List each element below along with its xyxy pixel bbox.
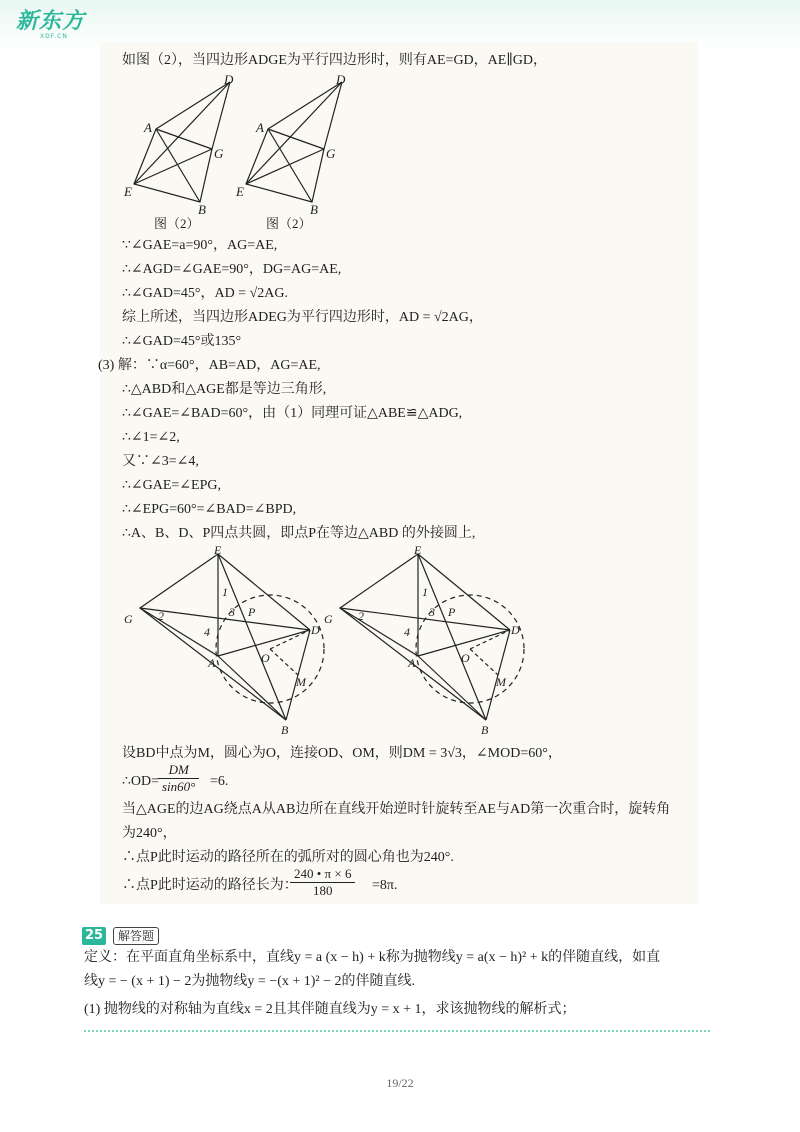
path-suffix: =8π.	[372, 878, 398, 893]
fig3b-label-a: A	[408, 656, 416, 670]
s2-line-3: ∴∠GAD=45°，AD = √2AG.	[122, 286, 288, 301]
od-prefix: ∴OD=	[122, 774, 160, 789]
od-suffix: =6.	[210, 774, 229, 789]
fig2-label-g: G	[214, 146, 224, 161]
fig3-label-a: A	[208, 656, 216, 670]
fig3b-label-m: M	[496, 675, 506, 689]
s2-line-4: 综上所述，当四边形ADEG为平行四边形时，AD = √2AG，	[122, 310, 483, 325]
fig3-label-m: M	[296, 675, 306, 689]
fig3-label-p: P	[248, 605, 256, 619]
section-divider	[84, 1030, 710, 1032]
fig2b-label-e: E	[236, 184, 244, 199]
fig3b-label-3: 3	[429, 605, 435, 619]
fig2b-label-d: D	[336, 74, 346, 87]
fig3b-label-2: 2	[358, 609, 364, 623]
fig3-label-b: B	[281, 723, 289, 737]
s3-line-1: (3) 解：∵α=60°，AB=AD，AG=AE,	[98, 358, 321, 373]
fig3-label-3: 3	[229, 605, 235, 619]
fig3-label-2: 2	[158, 609, 164, 623]
s3-line-3: ∴∠GAE=∠BAD=60°，由（1）同理可证△ABE≌△ADG,	[122, 406, 463, 421]
question-type-badge: 解答题	[113, 927, 159, 945]
fig3b-label-o: O	[461, 651, 470, 665]
fig3b-label-4: 4	[404, 625, 410, 639]
fig3-label-g: G	[124, 612, 133, 626]
brand-logo-sub: XDF.CN	[40, 33, 68, 40]
q25-line-2: 线y = − (x + 1) − 2为抛物线y = −(x + 1)² − 2的伴随直线.	[84, 974, 416, 989]
s3-after-2: 当△AGE的边AG绕点A从AB边所在直线开始逆时针旋转至AE与AD第一次重合时，旋转角	[122, 802, 671, 817]
fig2-label-b: B	[198, 202, 206, 217]
page-number: 19/22	[386, 1076, 414, 1090]
fig3-label-d: D	[311, 623, 320, 637]
od-denominator: sin60°	[162, 779, 196, 794]
question-number-badge: 25	[82, 927, 106, 945]
s2-line-5: ∴∠GAD=45°或135°	[122, 334, 242, 349]
s3-after-4: ∴点P此时运动的路径所在的弧所对的圆心角也为240°.	[122, 850, 454, 865]
fig2-label-e: E	[124, 184, 132, 199]
fig2-caption-left: 图（2）	[154, 216, 200, 231]
section2-intro: 如图（2），当四边形ADGE为平行四边形时，则有AE=GD，AE∥GD，	[122, 53, 548, 68]
fig2-label-a: A	[144, 120, 152, 135]
s3-line-8: ∴A、B、D、P四点共圆，即点P在等边△ABD 的外接圆上,	[122, 526, 476, 541]
s3-after-1: 设BD中点为M，圆心为O，连接OD、OM，则DM = 3√3，∠MOD=60°，	[122, 746, 562, 761]
fig3b-label-1: 1	[422, 585, 428, 599]
s3-line-6: ∴∠GAE=∠EPG,	[122, 478, 221, 493]
s3-line-2: ∴△ABD和△AGE都是等边三角形,	[122, 382, 327, 397]
fig2b-label-b: B	[310, 202, 318, 217]
path-denominator: 180	[312, 883, 333, 898]
figure-2-parallelograms	[118, 74, 348, 234]
s2-line-1: ∵∠GAE=a=90°，AG=AE,	[122, 238, 278, 253]
fig2b-label-g: G	[326, 146, 336, 161]
q25-line-1: 定义：在平面直角坐标系中，直线y = a (x − h) + k称为抛物线y = a(x − h)² + k的伴随直线，如直	[84, 950, 661, 965]
s3-line-7: ∴∠EPG=60°=∠BAD=∠BPD,	[122, 502, 297, 517]
brand-logo: 新东方	[16, 9, 86, 34]
fig3-label-o: O	[261, 651, 270, 665]
fig3b-label-p: P	[448, 605, 456, 619]
fig3b-label-e: E	[414, 546, 422, 557]
od-numerator: DM	[158, 762, 199, 779]
fig3-label-4: 4	[204, 625, 210, 639]
fig3-label-e: E	[214, 546, 222, 557]
od-fraction	[158, 762, 199, 795]
figure-3-circles	[118, 546, 528, 742]
s2-line-2: ∴∠AGD=∠GAE=90°，DG=AG=AE,	[122, 262, 342, 277]
fig2-caption-right: 图（2）	[266, 216, 312, 231]
fig3-label-1: 1	[222, 585, 228, 599]
path-numerator: 240 • π × 6	[290, 866, 355, 883]
fig3b-label-g: G	[324, 612, 333, 626]
fig2-label-d: D	[224, 74, 234, 87]
q25-line-3: (1) 抛物线的对称轴为直线x = 2且其伴随直线为y = x + 1，求该抛物线的解析式；	[84, 1002, 576, 1017]
fig3b-label-d: D	[511, 623, 520, 637]
s3-line-5: 又∵∠3=∠4,	[122, 454, 199, 469]
fig3b-label-b: B	[481, 723, 489, 737]
s3-after-3: 为240°，	[122, 826, 177, 841]
fig2b-label-a: A	[256, 120, 264, 135]
path-fraction	[290, 866, 355, 899]
path-prefix: ∴点P此时运动的路径长为：	[122, 878, 298, 893]
s3-line-4: ∴∠1=∠2,	[122, 430, 180, 445]
